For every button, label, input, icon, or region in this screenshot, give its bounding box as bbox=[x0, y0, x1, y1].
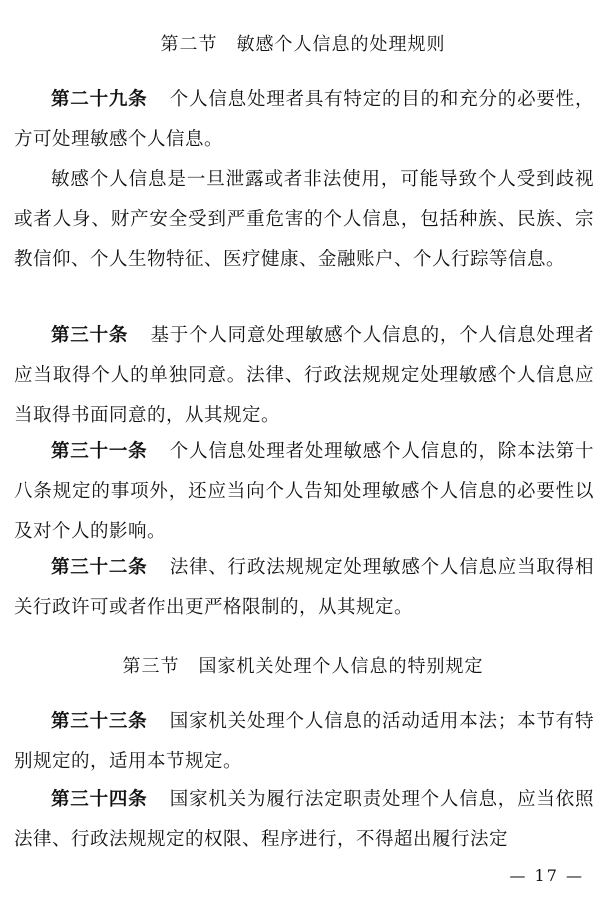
section-3-title: 第三节 国家机关处理个人信息的特别规定 bbox=[122, 656, 484, 677]
section-2-title: 第二节 敏感个人信息的处理规则 bbox=[160, 34, 446, 55]
article-33 bbox=[14, 702, 594, 782]
article-31-text: 个人信息处理者处理敏感个人信息的，除本法第十八条规定的事项外，还应当向个人告知处理敏感个人信息的必要性以及对个人的影响。 bbox=[14, 441, 594, 542]
article-34-text: 国家机关为履行法定职责处理个人信息，应当依照法律、行政法规规定的权限、程序进行，不得超出履行法定 bbox=[14, 789, 594, 850]
article-29 bbox=[14, 80, 594, 160]
article-31 bbox=[14, 432, 594, 552]
article-33-label: 第三十三条 bbox=[51, 711, 148, 732]
page-number: — 17 — bbox=[509, 866, 584, 885]
article-30-text: 基于个人同意处理敏感个人信息的，个人信息处理者应当取得个人的单独同意。法律、行政法规规定处理敏感个人信息应当取得书面同意的，从其规定。 bbox=[14, 325, 594, 426]
article-34-label: 第三十四条 bbox=[51, 789, 148, 810]
article-29-label: 第二十九条 bbox=[51, 89, 148, 110]
article-30 bbox=[14, 316, 594, 436]
article-32-text: 法律、行政法规规定处理敏感个人信息应当取得相关行政许可或者作出更严格限制的，从其规定。 bbox=[14, 557, 594, 618]
article-32-label: 第三十二条 bbox=[51, 557, 148, 578]
article-29-text: 个人信息处理者具有特定的目的和充分的必要性，方可处理敏感个人信息。 bbox=[14, 89, 594, 150]
article-33-text: 国家机关处理个人信息的活动适用本法；本节有特别规定的，适用本节规定。 bbox=[14, 711, 594, 772]
article-34 bbox=[14, 780, 594, 860]
article-29-paragraph-2: 敏感个人信息是一旦泄露或者非法使用，可能导致个人受到歧视或者人身、财产安全受到严重危害的个人信息，包括种族、民族、宗教信仰、个人生物特征、医疗健康、金融账户、个人行踪等信息。 bbox=[14, 169, 594, 270]
article-32 bbox=[14, 548, 594, 628]
article-30-label: 第三十条 bbox=[51, 325, 129, 346]
article-31-label: 第三十一条 bbox=[51, 441, 148, 462]
